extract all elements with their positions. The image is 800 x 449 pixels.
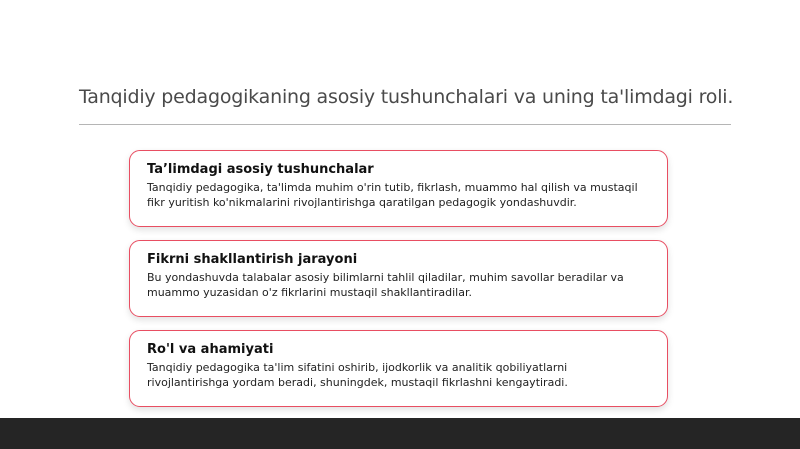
concept-card-thought-formation (129, 240, 668, 317)
concept-card-role-importance (129, 330, 668, 407)
concept-card-basic-concepts (129, 150, 668, 227)
card-heading: Fikrni shakllantirish jarayoni (147, 252, 358, 267)
title-divider (79, 124, 731, 125)
card-body: Tanqidiy pedagogika, ta'limda muhim o'rin tutib, fikrlash, muammo hal qilish va mustaqil fikr yuritish ko'nikmalarini rivojlantirishga qaratilgan pedagogik yondashuvdir. (147, 181, 638, 209)
slide-title: Tanqidiy pedagogikaning asosiy tushunchalari va uning ta'limdagi roli. (79, 86, 734, 108)
card-body: Tanqidiy pedagogika ta'lim sifatini oshirib, ijodkorlik va analitik qobiliyatlarni rivojlantirishga yordam beradi, shuningdek, mustaqil fikrlashni kengaytiradi. (147, 361, 568, 389)
card-body: Bu yondashuvda talabalar asosiy bilimlarni tahlil qiladilar, muhim savollar beradilar va muammo yuzasidan o'z fikrlarini mustaqil shakllantiradilar. (147, 271, 624, 299)
bottom-bar (0, 418, 800, 449)
card-heading: Ro'l va ahamiyati (147, 342, 274, 357)
card-heading: Ta’limdagi asosiy tushunchalar (147, 162, 374, 177)
